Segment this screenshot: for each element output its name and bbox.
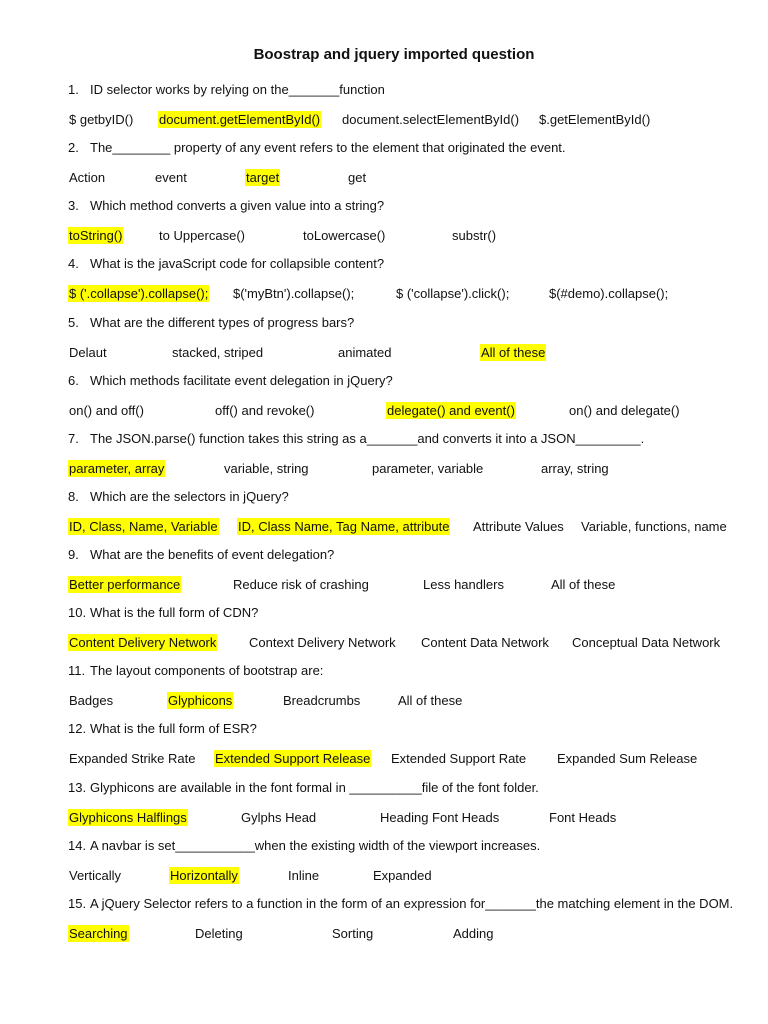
question-2 [68, 140, 566, 155]
highlighted-answer-option: ID, Class Name, Tag Name, attribute [238, 519, 450, 534]
options-row-1 [0, 111, 768, 129]
answer-option: get [348, 170, 367, 185]
question-number: 8. [68, 489, 79, 504]
question-14 [68, 838, 540, 853]
answer-option: off() and revoke() [215, 403, 315, 418]
question-9 [68, 547, 334, 562]
highlighted-answer-option: Glyphicons [168, 693, 233, 708]
question-number: 2. [68, 140, 79, 155]
question-text: A jQuery Selector refers to a function in the form of an expression for_______the matching element in the DOM. [90, 896, 734, 911]
highlighted-answer-option: document.getElementById() [159, 112, 321, 127]
answer-option: Content Data Network [421, 635, 549, 650]
options-row-4 [0, 285, 768, 303]
question-number: 13. [68, 780, 87, 795]
question-13 [68, 780, 539, 795]
question-5 [68, 315, 354, 330]
question-number: 5. [68, 315, 79, 330]
answer-option: event [155, 170, 187, 185]
options-row-2 [0, 169, 768, 187]
question-10 [68, 605, 258, 620]
answer-option: Breadcrumbs [283, 693, 361, 708]
answer-option: variable, string [224, 461, 309, 476]
highlighted-answer-option: All of these [481, 345, 546, 360]
question-text: What is the full form of ESR? [90, 721, 257, 736]
highlighted-answer-option: target [246, 170, 280, 185]
highlighted-answer-option: toString() [69, 228, 123, 243]
question-text: The JSON.parse() function takes this string as a_______and converts it into a JSON_________. [90, 431, 645, 446]
question-number: 12. [68, 721, 87, 736]
question-text: Which are the selectors in jQuery? [90, 489, 289, 504]
question-11 [68, 663, 323, 678]
answer-option: $(#demo).collapse(); [549, 286, 669, 301]
highlighted-answer-option: Horizontally [170, 868, 238, 883]
answer-option: Variable, functions, name [581, 519, 727, 534]
question-1 [68, 82, 385, 97]
highlighted-answer-option: Content Delivery Network [69, 635, 217, 650]
answer-option: Expanded Strike Rate [69, 751, 196, 766]
highlighted-answer-option: parameter, array [69, 461, 165, 476]
question-4 [68, 256, 384, 271]
answer-option: parameter, variable [372, 461, 484, 476]
options-row-7 [0, 460, 768, 478]
page-title: Boostrap and jquery imported question [253, 46, 535, 63]
question-text: Glyphicons are available in the font formal in __________file of the font folder. [90, 780, 539, 795]
options-row-9 [0, 576, 768, 594]
options-row-14 [0, 867, 768, 885]
options-row-5 [0, 344, 768, 362]
answer-option: Vertically [69, 868, 122, 883]
answer-option: toLowercase() [303, 228, 386, 243]
question-text: A navbar is set___________when the existing width of the viewport increases. [90, 838, 541, 853]
answer-option: Inline [288, 868, 320, 883]
options-row-12 [0, 750, 768, 768]
answer-option: $.getElementById() [539, 112, 651, 127]
question-number: 4. [68, 256, 79, 271]
answer-option: to Uppercase() [159, 228, 245, 243]
question-number: 7. [68, 431, 79, 446]
question-number: 3. [68, 198, 79, 213]
options-row-10 [0, 634, 768, 652]
question-8 [68, 489, 289, 504]
answer-option: Less handlers [423, 577, 504, 592]
answer-option: Heading Font Heads [380, 810, 500, 825]
answer-option: Adding [453, 926, 494, 941]
highlighted-answer-option: Searching [69, 926, 128, 941]
options-row-6 [0, 402, 768, 420]
question-number: 11. [68, 663, 86, 678]
answer-option: Delaut [69, 345, 107, 360]
answer-option: $ getbyID() [69, 112, 134, 127]
options-row-11 [0, 692, 768, 710]
answer-option: All of these [551, 577, 616, 592]
question-text: The layout components of bootstrap are: [90, 663, 324, 678]
highlighted-answer-option: Glyphicons Halflings [69, 810, 187, 825]
question-text: Which method converts a given value into a string? [90, 198, 385, 213]
answer-option: Reduce risk of crashing [233, 577, 369, 592]
answer-option: Expanded [373, 868, 432, 883]
answer-option: Conceptual Data Network [572, 635, 721, 650]
answer-option: on() and delegate() [569, 403, 680, 418]
options-row-3 [0, 227, 768, 245]
question-text: What are the benefits of event delegation? [90, 547, 335, 562]
question-12 [68, 721, 257, 736]
question-text: Which methods facilitate event delegation in jQuery? [90, 373, 393, 388]
question-number: 1. [68, 82, 79, 97]
highlighted-answer-option: delegate() and event() [387, 403, 515, 418]
answer-option: Gylphs Head [241, 810, 317, 825]
answer-option: animated [338, 345, 392, 360]
answer-option: array, string [541, 461, 609, 476]
options-row-8 [0, 518, 768, 536]
question-7 [68, 431, 644, 446]
answer-option: Badges [69, 693, 114, 708]
question-3 [68, 198, 384, 213]
options-row-15 [0, 925, 768, 943]
options-row-13 [0, 809, 768, 827]
question-number: 14. [68, 838, 87, 853]
question-text: What is the javaScript code for collapsible content? [90, 256, 385, 271]
question-text: What is the full form of CDN? [90, 605, 259, 620]
question-number: 6. [68, 373, 79, 388]
answer-option: Attribute Values [473, 519, 564, 534]
answer-option: Expanded Sum Release [557, 751, 698, 766]
highlighted-answer-option: ID, Class, Name, Variable [69, 519, 218, 534]
answer-option: Sorting [332, 926, 374, 941]
answer-option: document.selectElementById() [342, 112, 520, 127]
question-number: 15. [68, 896, 87, 911]
answer-option: Deleting [195, 926, 243, 941]
answer-option: All of these [398, 693, 463, 708]
answer-option: Context Delivery Network [249, 635, 396, 650]
question-15 [68, 896, 733, 911]
question-6 [68, 373, 393, 388]
answer-option: stacked, striped [172, 345, 264, 360]
answer-option: substr() [452, 228, 497, 243]
answer-option: $('myBtn').collapse(); [233, 286, 355, 301]
answer-option: Action [69, 170, 106, 185]
question-text: What are the different types of progress bars? [90, 315, 355, 330]
answer-option: Extended Support Rate [391, 751, 527, 766]
answer-option: $ ('collapse').click(); [396, 286, 510, 301]
highlighted-answer-option: $ ('.collapse').collapse(); [69, 286, 209, 301]
question-number: 10. [68, 605, 87, 620]
answer-option: Font Heads [549, 810, 617, 825]
question-text: The________ property of any event refers to the element that originated the event. [90, 140, 566, 155]
highlighted-answer-option: Extended Support Release [215, 751, 371, 766]
answer-option: on() and off() [69, 403, 144, 418]
highlighted-answer-option: Better performance [69, 577, 181, 592]
question-text: ID selector works by relying on the_______function [90, 82, 385, 97]
question-number: 9. [68, 547, 79, 562]
